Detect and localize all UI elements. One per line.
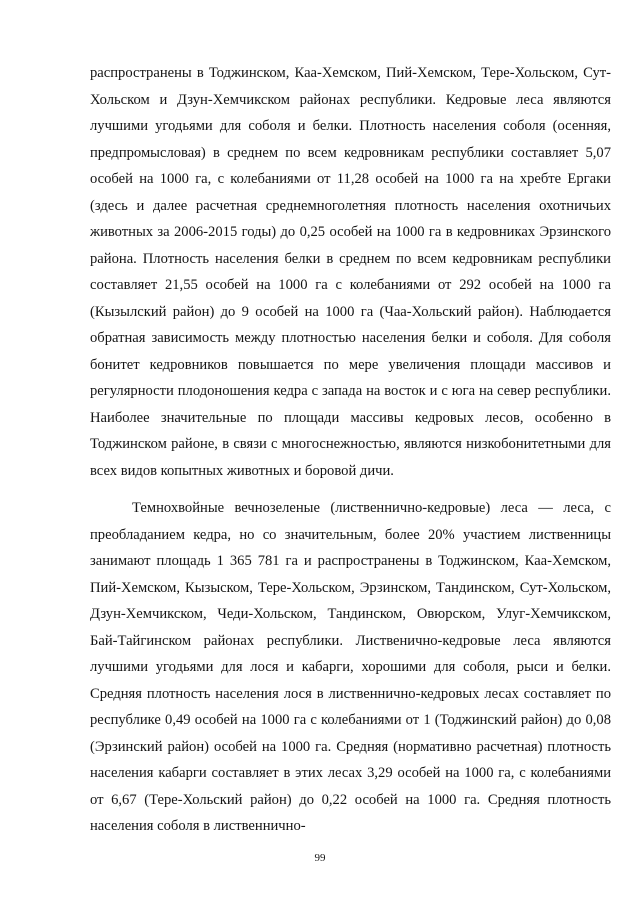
body-text: [90, 60, 611, 840]
paragraph-dark-coniferous-forests: Темнохвойные вечнозеленые (лиственнично-кедровые) леса — леса, с преобладанием кедра, но со значительным, более 20% участием лиственницы занимают площадь 1 365 781 га и распространены в Тоджинском, Каа-Хемском, Пий-Хемском, Кызыском, Тере-Хольском, Эрзинском, Тандинском, Сут-Хольском, Дзун-Хемчикском, Чеди-Хольском, Тандинском, Овюрском, Улуг-Хемчикском, Бай-Тайгинском районах республики. Лиственично-кедровые леса являются лучшими угодьями для лося и кабарги, хорошими для соболя, рыси и белки. Средняя плотность населения лося в лиственнично-кедровых лесах составляет по республике 0,49 особей на 1000 га с колебаниями от 1 (Тоджинский район) до 0,08 (Эрзинский район) особей на 1000 га. Средняя (нормативно расчетная) плотность населения кабарги составляет в этих лесах 3,29 особей на 1000 га, с колебаниями от 6,67 (Тере-Хольский район) до 0,22 особей на 1000 га. Средняя плотность населения соболя в лиственнично-: [90, 500, 611, 834]
page-number: 99: [314, 852, 326, 864]
paragraph-continued: распространены в Тоджинском, Каа-Хемском, Пий-Хемском, Тере-Хольском, Сут-Хольском и Дзун-Хемчикском районах республики. Кедровые леса являются лучшими угодьями для соболя и белки. Плотность населения соболя (осенняя, предпромысловая) в среднем по всем кедровникам республики составляет 5,07 особей на 1000 га, с колебаниями от 11,28 особей на 1000 га на хребте Ергаки (здесь и далее расчетная среднемноголетняя плотность населения охотничьих животных за 2006-2015 годы) до 0,25 особей на 1000 га в кедровниках Эрзинского района. Плотность населения белки в среднем по всем кедровникам республики составляет 21,55 особей на 1000 га с колебаниями от 292 особей на 1000 га (Кызылский район) до 9 особей на 1000 га (Чаа-Хольский район). Наблюдается обратная зависимость между плотностью населения белки и соболя. Для соболя бонитет кедровников повышается по мере увеличения площади массивов и регулярности плодоношения кедра с запада на восток и с юга на север республики. Наиболее значительные по площади массивы кедровых лесов, особенно в Тоджинском районе, в связи с многоснежностью, являются низкобонитетными для всех видов копытных животных и боровой дичи.: [90, 65, 611, 479]
